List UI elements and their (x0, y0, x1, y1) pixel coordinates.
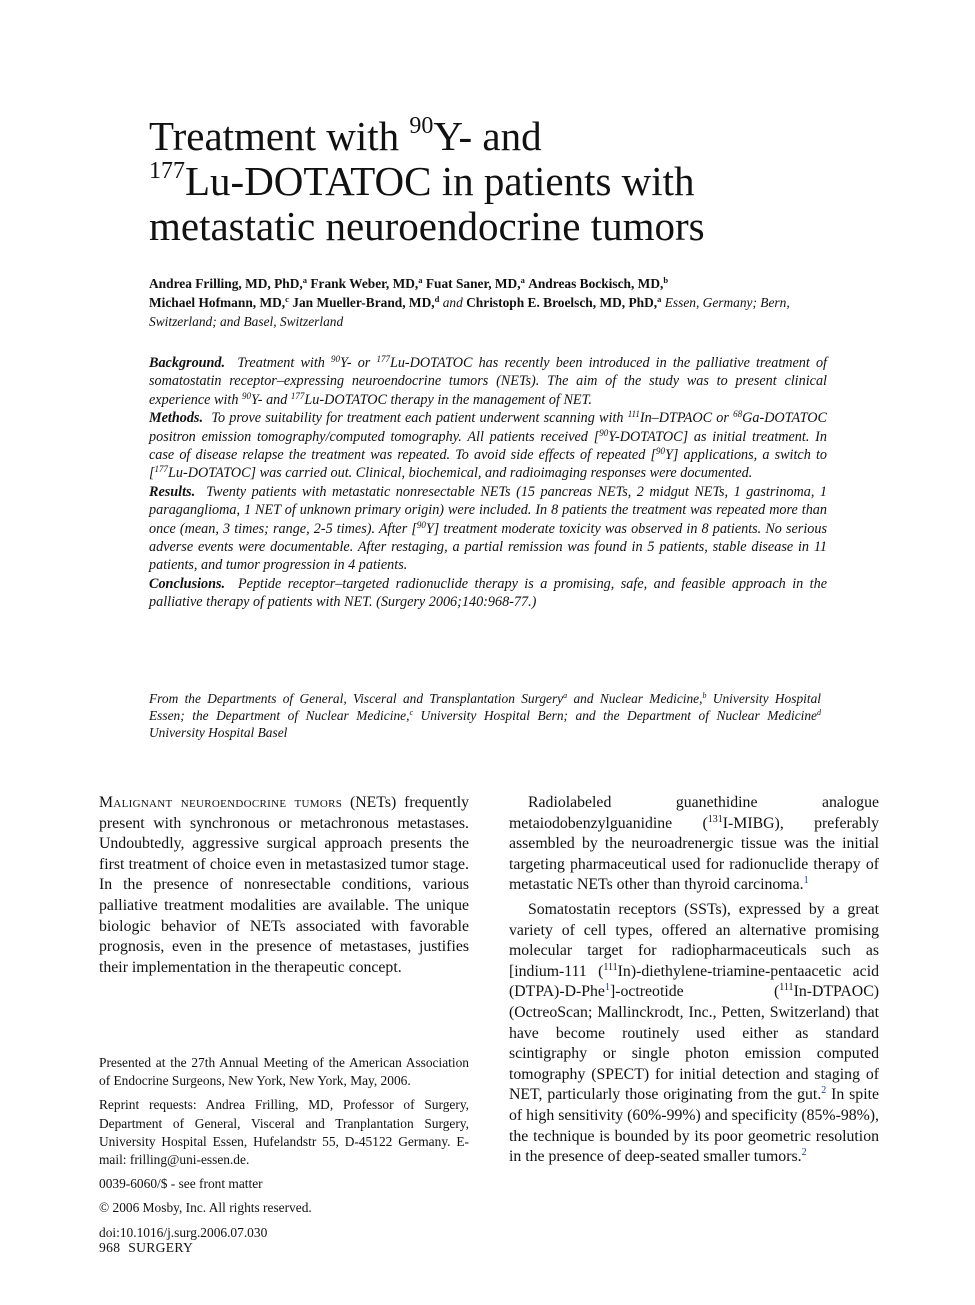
abstract-results: Results. Twenty patients with metastatic nonresectable NETs (15 pancreas NETs, 2 midgut NETs, 1 gastrinoma, 1 paraganglioma, 1 NET of unknown primary origin) were included. In 8 patients the treatment was repeated more than once (mean, 3 times; range, 2-5 times). After [$^{90}$Y] treatment moderate toxicity was observed in 8 patients. No serious adverse events were documentable. After restaging, a partial remission was found in 5 patients, stable disease in 11 patients, and tumor progression in 4 patients. (149, 483, 827, 574)
author-list: Andrea Frilling, MD, PhD,$^a$ Frank Weber, MD,$^a$ Fuat Saner, MD,$^a$ Andreas Bockisch, MD,$^b$ Michael Hofmann, MD,$^c$ Jan Mueller-Brand, MD,$^d$ and Christoph E. Broelsch, MD, PhD,$^a$ Essen, Germany; Bern, Switzerland; and Basel, Switzerland (149, 275, 790, 329)
doi-note: doi:10.1016/j.surg.2006.07.030 (99, 1224, 268, 1240)
citation-link[interactable]: 2 (801, 1147, 807, 1159)
copyright-note: © 2006 Mosby, Inc. All rights reserved. (99, 1200, 312, 1216)
issn-note: 0039-6060/$ - see front matter (99, 1176, 263, 1192)
page-footer (99, 1240, 193, 1256)
author: Jan Mueller-Brand, MD, (292, 295, 435, 310)
reprint-note: Reprint requests: Andrea Frilling, MD, Professor of Surgery, Department of General, Visceral and Tranplantation Surgery, University Hospital Essen, Hufelandstr 55, D-45122 Germany. E-mail: frilling@uni-essen.de. (99, 1097, 469, 1168)
author: Andrea Frilling, MD, PhD, (149, 276, 303, 291)
abstract-background: Background. Treatment with $^{90}$Y- or $^{177}$Lu-DOTATOC has recently been introduced in the palliative treatment of somatostatin receptor–expressing neuroendocrine tumors (NETs). The aim of the study was to present clinical experience with $^{90}$Y- and $^{177}$Lu-DOTATOC therapy in the management of NET. (149, 354, 827, 408)
journal-name: SURGERY (128, 1240, 194, 1255)
author: Frank Weber, MD, (310, 276, 419, 291)
abstract (149, 354, 827, 612)
author-locations: Essen, Germany; Bern, Switzerland; and Basel, Switzerland (149, 295, 790, 329)
citation-link[interactable]: 1 (803, 875, 809, 887)
affiliations: From the Departments of General, Visceral and Transplantation Surgery$^a$ and Nuclear Medicine,$^b$ University Hospital Essen; the Department of Nuclear Medicine,$^c$ University Hospital Bern; and the Department of Nuclear Medicine$^d$ University Hospital Basel (149, 691, 822, 741)
front-notes (99, 1054, 469, 1248)
abstract-conclusions: Conclusions. Peptide receptor–targeted radionuclide therapy is a promising, safe, and feasible approach in the palliative therapy of patients with NET. (Surgery 2006;140:968-77.) (149, 575, 827, 611)
article-title: Treatment with $^{90}$Y- and $^{177}$Lu-DOTATOC in patients with metastatic neuroendocrine tumors (149, 113, 705, 249)
intro-paragraph: Malignant neuroendocrine tumors (NETs) frequently present with synchronous or metachronous metastases. Undoubtedly, aggressive surgical approach presents the first treatment of choice even in metastasized tumor stage. In the presence of nonresectable conditions, various palliative treatment modalities are available. The unique biologic behavior of NETs associated with favorable prognosis, even in the presence of metastases, justifies their implementation in the therapeutic concept. (99, 794, 469, 976)
paragraph-somatostatin: Somatostatin receptors (SSTs), expressed by a great variety of cell types, offered an alternative promising molecular target for radiopharmaceuticals such as [indium-111 ($^{111}$In)-diethylene-triamine-pentaacetic acid (DTPA)-D-Phe$^1$]-octreotide ($^{111}$In-DTPAOC) (OctreoScan; Mallinckrodt, Inc., Petten, Switzerland) that have become routinely used either as standard scintigraphy or single photon emission computed tomography (SPECT) for initial detection and staging of NET, particularly those originating from the gut.$^2$ In spite of high sensitivity (60%-99%) and specificity (85%-98%), the technique is bounded by its poor geometric resolution in the presence of deep-seated smaller tumors.$^2$ (509, 900, 879, 1166)
paragraph-mibg: Radiolabeled guanethidine analogue metaiodobenzylguanidine ($^{131}$I-MIBG), preferably assembled by the neuroadrenergic tissue was the initial targeting pharmaceutical used for radionuclide therapy of metastatic NETs other than thyroid carcinoma.$^1$ (509, 794, 879, 894)
body-column-left (99, 793, 469, 978)
citation-link[interactable]: 2 (821, 1085, 827, 1097)
author: Michael Hofmann, MD, (149, 295, 286, 310)
author: Fuat Saner, MD, (425, 276, 521, 291)
author: Andreas Bockisch, MD, (528, 276, 664, 291)
page-number: 968 (99, 1240, 121, 1255)
lead-in: Malignant neuroendocrine tumors (99, 794, 343, 811)
author: Christoph E. Broelsch, MD, PhD, (466, 295, 658, 310)
presented-note: Presented at the 27th Annual Meeting of the American Association of Endocrine Surgeons, New York, New York, May, 2006. (99, 1055, 469, 1089)
body-column-right (509, 793, 879, 1168)
abstract-methods: Methods. To prove suitability for treatment each patient underwent scanning with $^{111}$In–DTPAOC or $^{68}$Ga-DOTATOC positron emission tomography/computed tomography. All patients received [$^{90}$Y-DOTATOC] as initial treatment. In case of disease relapse the treatment was repeated. To avoid side effects of repeated [$^{90}$Y] applications, a switch to [$^{177}$Lu-DOTATOC] was carried out. Clinical, biochemical, and radioimaging responses were documented. (149, 409, 827, 482)
